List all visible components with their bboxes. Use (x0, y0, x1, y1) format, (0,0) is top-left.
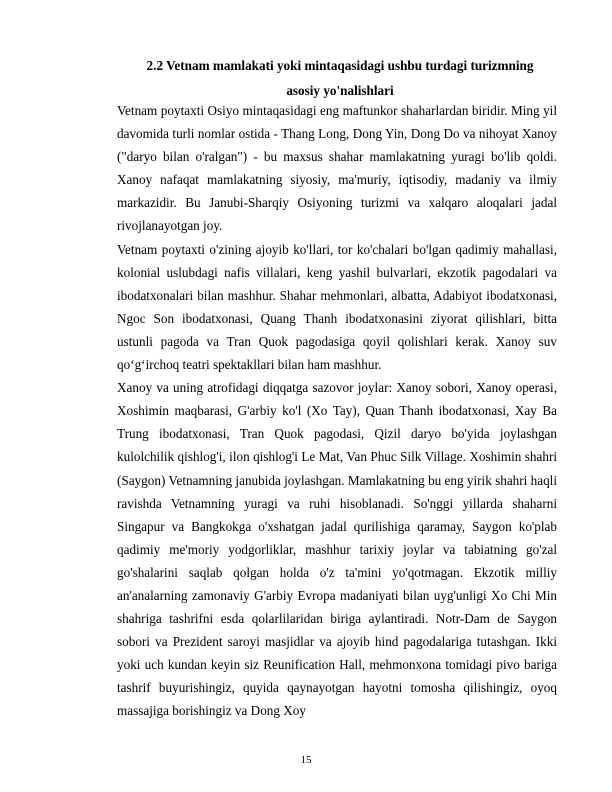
section-heading-line-2: asosiy yo'nalishlari (286, 83, 394, 98)
paragraph: Xanoy va uning atrofidagi diqqatga sazovor joylar: Xanoy sobori, Xanoy operasi, Xoshimin maqbarasi, G'arbiy ko'l (Xo Tay), Quan Thanh ibodatxonasi, Xay Ba Trung ibodatxonasi, Tran Quok pagodasi, Qizil daryo bo'yida joylashgan kulolchilik qishlog'i, ilon qishlog'i Le Mat, Van Phuc Silk Village. Xoshimin shahri (Saygon) Vetnamning janubida joylashgan. Mamlakatning bu eng yirik shahri haqli ravishda Vetnamning yuragi va ruhi hisoblanadi. So'nggi yillarda shaharni Singapur va Bangkokga o'xshatgan jadal qurilishiga qaramay, Saygon ko'plab qadimiy me'moriy yodgorliklar, mashhur tarixiy joylar va tabiatning go'zal go'shalarini saqlab qolgan holda o'z ta'mini yo'qotmagan. Ekzotik milliy an'analarning zamonaviy G'arbiy Evropa madaniyati bilan uyg'unligi Xo Chi Min shahriga tashrifni esda qolarlilaridan biriga aylantiradi. Notr-Dam de Saygon sobori va Prezident saroyi masjidlar va ajoyib hind pagodalariga tutashgan. Ikki yoki uch kundan keyin siz Reunification Hall, mehmonxona tomidagi pivo bariga tashrif buyurishingiz, quyida qaynayotgan hayotni tomosha qilishingiz, oyoq massajiga borishingiz va Dong Xoy (117, 380, 557, 719)
paragraph: Vetnam poytaxti Osiyo mintaqasidagi eng maftunkor shaharlardan biridir. Ming yil davomida turli nomlar ostida - Thang Long, Dong Yin, Dong Do va nihoyat Xanoy ("daryo bilan o'ralgan") - bu maxsus shahar mamlakatning yuragi bo'lib qoldi. Xanoy nafaqat mamlakatning siyosiy, ma'muriy, iqtisodiy, madaniy va ilmiy markazidir. Bu Janubi-Sharqiy Osiyoning turizmi va xalqaro aloqalari jadal rivojlanayotgan joy. (117, 103, 557, 234)
section-heading (120, 53, 560, 103)
section-heading-line-1: 2.2 Vetnam mamlakati yoki mintaqasidagi ushbu turdagi turizmning (146, 58, 534, 73)
body-text (117, 99, 557, 723)
page-number: 15 (300, 754, 312, 766)
paragraph: Vetnam poytaxti o'zining ajoyib ko'llari, tor ko'chalari bo'lgan qadimiy mahallasi, kolonial uslubdagi nafis villalari, keng yashil bulvarlari, ekzotik pagodalari va ibodatxonalari bilan mashhur. Shahar mehmonlari, albatta, Adabiyot ibodatxonasi, Ngoc Son ibodatxonasi, Quang Thanh ibodatxonasini ziyorat qilishlari, bitta ustunli pagoda va Tran Quok pagodasiga qoyil qolishlari kerak. Xanoy suv qo‘g‘irchoq teatri spektakllari bilan ham mashhur. (117, 241, 557, 373)
